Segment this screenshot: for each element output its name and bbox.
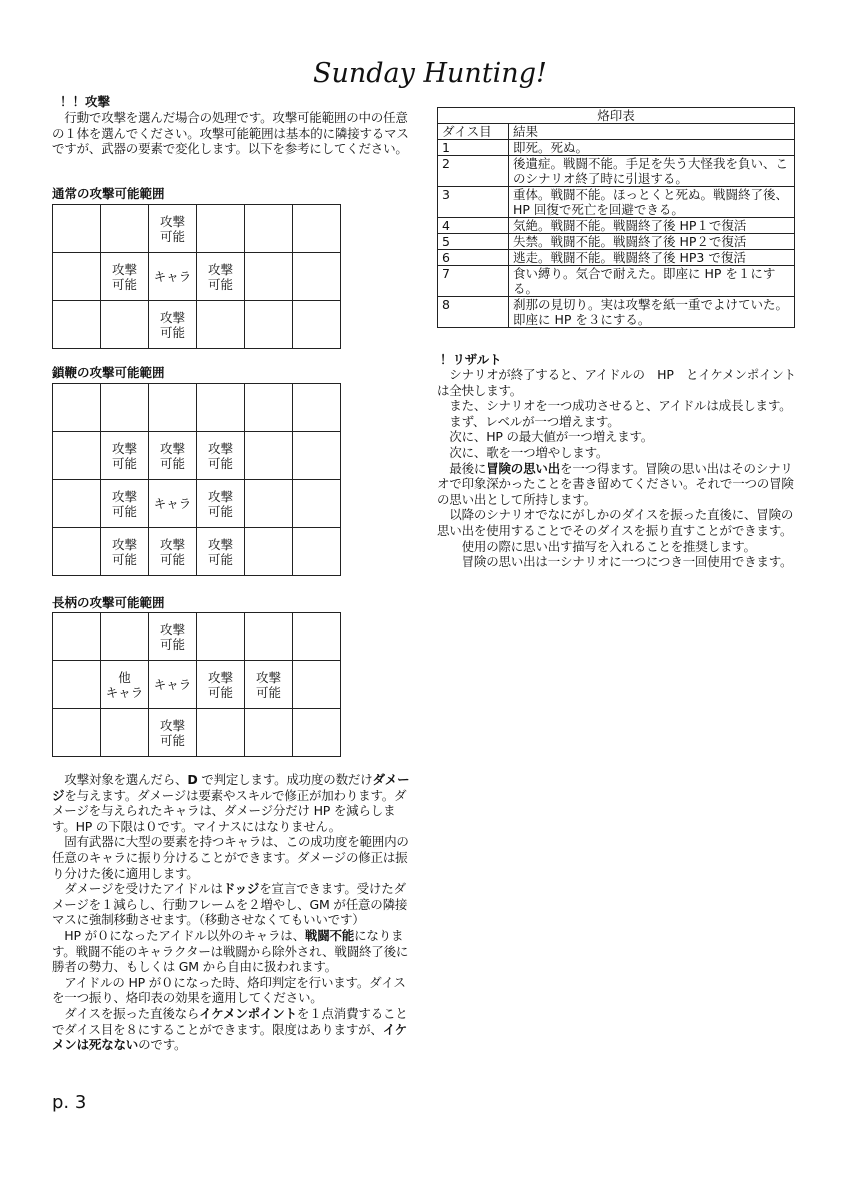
brand-result-text: 後遺症。戦闘不能。手足を失う大怪我を負い、このシナリオ終了時に引退する。 — [509, 156, 795, 187]
memory-paragraph: 最後に冒険の思い出を一つ得ます。冒険の思い出はそのシナリオで印象深かったことを書き留めてください。それで一つの冒険の思い出として所持します。 — [437, 460, 794, 507]
grid-row — [53, 301, 341, 349]
grid-cell-labeled: 攻撃 可能 — [149, 301, 197, 349]
table-row — [438, 266, 795, 297]
grid-long-heading: 長柄の攻撃可能範囲 — [52, 595, 165, 610]
grid-cell — [293, 480, 341, 528]
grid-cell-labeled: 攻撃 可能 — [197, 253, 245, 301]
grid-cell — [197, 301, 245, 349]
brand-die-value: 1 — [438, 140, 509, 156]
grid-cell — [245, 709, 293, 757]
grid-cell — [101, 301, 149, 349]
grid-cell — [101, 709, 149, 757]
grid-cell-labeled: キャラ — [149, 253, 197, 301]
grid-cell-labeled: キャラ — [149, 661, 197, 709]
brand-result-text: 刹那の見切り。実は攻撃を紙一重でよけていた。即座に HP を３にする。 — [509, 297, 795, 328]
damage-paragraph-2: 固有武器に大型の要素を持つキャラは、この成功度を範囲内の任意のキャラに振り分けることができます。ダメージの修正は振り分けた後に適用します。 — [52, 834, 409, 881]
brand-die-value: 7 — [438, 266, 509, 297]
brand-table — [437, 107, 795, 328]
brand-table-header-die: ダイス目 — [438, 124, 509, 140]
grid-row — [53, 528, 341, 576]
result-rules — [437, 367, 801, 570]
brand-die-value: 3 — [438, 187, 509, 218]
grid-cell-labeled: 攻撃 可能 — [149, 432, 197, 480]
grid-cell-labeled: キャラ — [149, 480, 197, 528]
grid-cell-labeled: 攻撃 可能 — [197, 480, 245, 528]
brand-die-value: 5 — [438, 234, 509, 250]
grid-cell — [245, 301, 293, 349]
grid-row — [53, 205, 341, 253]
grid-chain-heading: 鎖鞭の攻撃可能範囲 — [52, 365, 165, 380]
grid-cell-labeled: 他 キャラ — [101, 661, 149, 709]
grid-cell-labeled: 攻撃 可能 — [245, 661, 293, 709]
grid-cell — [293, 301, 341, 349]
result-paragraph-2: また、シナリオを一つ成功させると、アイドルは成長します。 — [437, 398, 792, 414]
brand-table-caption: 烙印表 — [438, 108, 795, 124]
table-row — [438, 156, 795, 187]
grid-row — [53, 432, 341, 480]
grid-cell — [245, 613, 293, 661]
brand-result-text: 食い縛り。気合で耐えた。即座に HP を１にする。 — [509, 266, 795, 297]
grid-cell — [245, 432, 293, 480]
table-row — [438, 140, 795, 156]
attack-intro: 行動で攻撃を選んだ場合の処理です。攻撃可能範囲の中の任意の１体を選んでください。攻撃可能範囲は基本的に隣接するマスですが、武器の要素で変化します。以下を参考にしてください。 — [52, 110, 409, 157]
grid-cell — [53, 301, 101, 349]
damage-rules — [52, 772, 412, 1053]
grid-cell-labeled: 攻撃 可能 — [101, 480, 149, 528]
ikemen-point-paragraph: ダイスを振った直後ならイケメンポイントを１点消費することでダイス目を８にすることができます。限度はありますが、イケメンは死なないのです。 — [52, 1005, 408, 1053]
grid-normal-heading: 通常の攻撃可能範囲 — [52, 186, 165, 201]
grid-cell-labeled: 攻撃 可能 — [149, 528, 197, 576]
grid-row — [53, 613, 341, 661]
grid-cell — [245, 205, 293, 253]
grid-cell — [245, 528, 293, 576]
grid-row — [53, 661, 341, 709]
grid-cell — [53, 205, 101, 253]
grid-cell — [293, 432, 341, 480]
incapacitated-paragraph: HP が０になったアイドル以外のキャラは、戦闘不能になります。戦闘不能のキャラクターは戦闘から除外され、戦闘終了後に勝者の勢力、もしくは GM から自由に扱われます。 — [52, 927, 409, 975]
grid-cell-labeled: 攻撃 可能 — [149, 709, 197, 757]
grid-cell — [197, 205, 245, 253]
grid-cell-labeled: 攻撃 可能 — [101, 528, 149, 576]
grid-cell — [149, 384, 197, 432]
grid-cell-labeled: 攻撃 可能 — [101, 432, 149, 480]
memory-reroll-paragraph: 以降のシナリオでなにがしかのダイスを振った直後に、冒険の思い出を使用することでそのダイスを振り直すことができます。 — [437, 507, 794, 538]
grid-cell — [197, 709, 245, 757]
table-row — [438, 187, 795, 218]
table-row — [438, 234, 795, 250]
grid-row — [53, 480, 341, 528]
grid-cell — [53, 661, 101, 709]
grid-cell-labeled: 攻撃 可能 — [101, 253, 149, 301]
grid-cell — [53, 432, 101, 480]
grid-cell — [245, 480, 293, 528]
grid-cell — [293, 528, 341, 576]
memory-note-paragraph: 使用の際に思い出す描写を入れることを推奨します。 — [437, 538, 756, 554]
grid-row — [53, 253, 341, 301]
grid-cell-labeled: 攻撃 可能 — [197, 528, 245, 576]
grid-cell — [293, 661, 341, 709]
brand-die-value: 8 — [438, 297, 509, 328]
brand-table-header-result: 結果 — [509, 124, 795, 140]
result-paragraph-3: まず、レベルが一つ増えます。 — [437, 413, 620, 429]
brand-result-text: 失禁。戦闘不能。戦闘終了後 HP２で復活 — [509, 234, 795, 250]
memory-limit-paragraph: 冒険の思い出は一シナリオに一つにつき一回使用できます。 — [437, 554, 793, 570]
table-row — [438, 250, 795, 266]
result-heading: ！リザルト — [440, 352, 502, 367]
brand-result-text: 逃走。戦闘不能。戦闘終了後 HP3 で復活 — [509, 250, 795, 266]
grid-cell-labeled: 攻撃 可能 — [149, 613, 197, 661]
grid-chain — [52, 383, 341, 576]
page-number: p. 3 — [52, 1092, 87, 1113]
damage-paragraph-1: 攻撃対象を選んだら、D で判定します。成功度の数だけダメージを与えます。ダメージは要素やスキルで修正が加わります。ダメージを与えられたキャラは、ダメージ分だけ HP を減らします。HP の下限は０です。マイナスにはなりません。 — [52, 772, 410, 834]
grid-cell — [53, 384, 101, 432]
grid-cell — [53, 613, 101, 661]
brand-result-text: 即死。死ぬ。 — [509, 140, 795, 156]
grid-cell — [53, 709, 101, 757]
grid-cell — [101, 613, 149, 661]
result-paragraph-5: 次に、歌を一つ増やします。 — [437, 444, 609, 460]
grid-cell-labeled: 攻撃 可能 — [197, 661, 245, 709]
grid-cell-labeled: 攻撃 可能 — [197, 432, 245, 480]
dodge-paragraph: ダメージを受けたアイドルはドッジを宣言できます。受けたダメージを１減らし、行動フレームを２増やし、GM が任意の隣接マスに強制移動させます。（移動させなくてもいいです） — [52, 881, 408, 928]
grid-cell — [293, 613, 341, 661]
brand-result-text: 気絶。戦闘不能。戦闘終了後 HP１で復活 — [509, 218, 795, 234]
grid-cell — [53, 480, 101, 528]
grid-cell — [197, 613, 245, 661]
grid-cell — [245, 253, 293, 301]
table-row — [438, 218, 795, 234]
grid-cell — [101, 384, 149, 432]
result-paragraph-1: シナリオが終了すると、アイドルの HP とイケメンポイントは全快します。 — [437, 367, 796, 398]
brand-check-paragraph: アイドルの HP が０になった時、烙印判定を行います。ダイスを一つ振り、烙印表の効果を適用してください。 — [52, 974, 406, 1006]
result-paragraph-4: 次に、HP の最大値が一つ増えます。 — [437, 429, 654, 445]
brand-die-value: 4 — [438, 218, 509, 234]
brand-die-value: 6 — [438, 250, 509, 266]
grid-cell — [101, 205, 149, 253]
attack-heading: ！！攻撃 — [60, 94, 111, 109]
grid-cell — [53, 253, 101, 301]
grid-row — [53, 384, 341, 432]
grid-cell-labeled: 攻撃 可能 — [149, 205, 197, 253]
document-title: Sunday Hunting! — [313, 58, 547, 89]
grid-long — [52, 612, 341, 757]
grid-cell — [293, 205, 341, 253]
brand-result-text: 重体。戦闘不能。ほっとくと死ぬ。戦闘終了後、HP 回復で死亡を回避できる。 — [509, 187, 795, 218]
grid-cell — [245, 384, 293, 432]
grid-cell — [293, 384, 341, 432]
grid-cell — [197, 384, 245, 432]
grid-normal — [52, 204, 341, 349]
grid-cell — [293, 253, 341, 301]
grid-cell — [53, 528, 101, 576]
grid-row — [53, 709, 341, 757]
brand-die-value: 2 — [438, 156, 509, 187]
grid-cell — [293, 709, 341, 757]
table-row — [438, 297, 795, 328]
